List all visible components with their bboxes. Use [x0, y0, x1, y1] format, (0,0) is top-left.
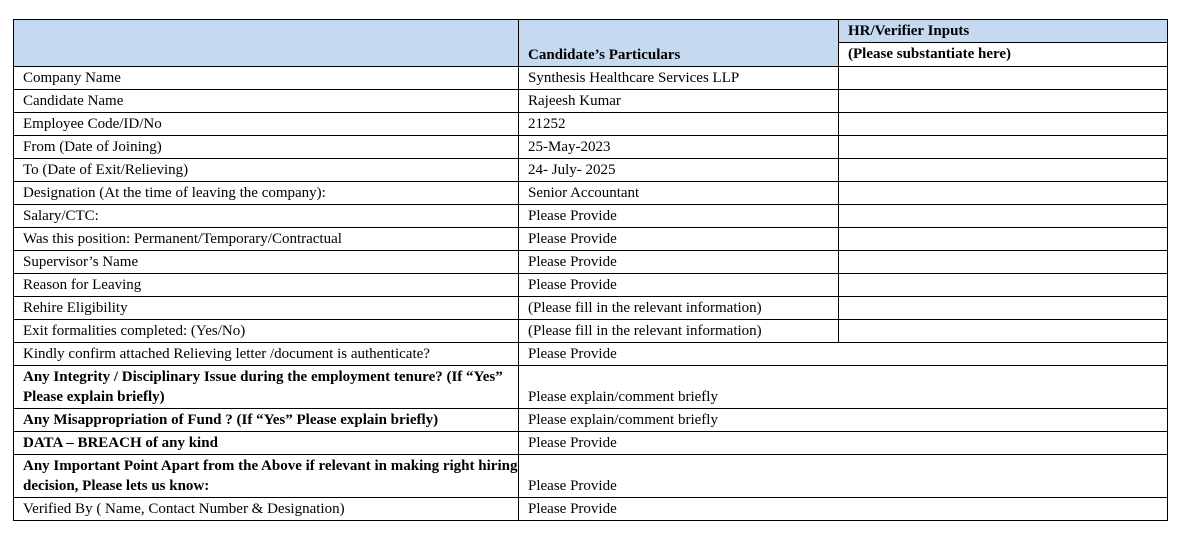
table-row: [14, 320, 1168, 343]
table-row: [14, 409, 1168, 432]
row-value: (Please fill in the relevant information): [519, 320, 839, 343]
row-value: 25-May-2023: [519, 136, 839, 159]
row-label: Designation (At the time of leaving the company):: [14, 182, 519, 205]
hr-input-cell[interactable]: [839, 90, 1168, 113]
hr-input-cell[interactable]: [839, 274, 1168, 297]
table-row: [14, 366, 1168, 409]
row-label: From (Date of Joining): [14, 136, 519, 159]
row-label: Any Important Point Apart from the Above if relevant in making right hiring decision, Please lets us know:: [14, 455, 519, 498]
row-value: (Please fill in the relevant information): [519, 297, 839, 320]
hr-verifier-subtitle: (Please substantiate here): [848, 46, 1012, 62]
table-row: [14, 205, 1168, 228]
row-label: Supervisor’s Name: [14, 251, 519, 274]
row-label: Candidate Name: [14, 90, 519, 113]
table-row: [14, 159, 1168, 182]
row-value: Synthesis Healthcare Services LLP: [519, 67, 839, 90]
hr-input-cell[interactable]: [839, 320, 1168, 343]
table-row: [14, 432, 1168, 455]
header-blank-cell: [14, 20, 519, 67]
table-row: [14, 228, 1168, 251]
row-value: Please Provide: [519, 274, 839, 297]
table-row: [14, 343, 1168, 366]
table-row: [14, 136, 1168, 159]
row-value: Please Provide: [519, 343, 1168, 366]
table-row: [14, 455, 1168, 498]
row-value: Please Provide: [519, 432, 1168, 455]
row-label: Any Integrity / Disciplinary Issue during the employment tenure? (If “Yes” Please explain briefly): [14, 366, 519, 409]
table-row: [14, 251, 1168, 274]
row-value: Senior Accountant: [519, 182, 839, 205]
row-label: Verified By ( Name, Contact Number & Designation): [14, 498, 519, 521]
hr-input-cell[interactable]: [839, 251, 1168, 274]
hr-input-cell[interactable]: [839, 297, 1168, 320]
row-label: Reason for Leaving: [14, 274, 519, 297]
hr-verifier-title: HR/Verifier Inputs: [839, 20, 1167, 43]
table-row: [14, 67, 1168, 90]
row-value: Please explain/comment briefly: [519, 409, 1168, 432]
row-label: Kindly confirm attached Relieving letter /document is authenticate?: [14, 343, 519, 366]
row-label: DATA – BREACH of any kind: [14, 432, 519, 455]
table-row: [14, 90, 1168, 113]
table-row: [14, 498, 1168, 521]
table-row: [14, 274, 1168, 297]
hr-input-cell[interactable]: [839, 205, 1168, 228]
row-label: Was this position: Permanent/Temporary/Contractual: [14, 228, 519, 251]
row-label: To (Date of Exit/Relieving): [14, 159, 519, 182]
header-hr-verifier-inputs: [839, 20, 1168, 67]
row-label: Exit formalities completed: (Yes/No): [14, 320, 519, 343]
row-label: Employee Code/ID/No: [14, 113, 519, 136]
hr-input-cell[interactable]: [839, 136, 1168, 159]
row-value: Please Provide: [519, 251, 839, 274]
table-row: [14, 113, 1168, 136]
table-row: [14, 182, 1168, 205]
hr-input-cell[interactable]: [839, 228, 1168, 251]
table-row: [14, 297, 1168, 320]
row-value: Rajeesh Kumar: [519, 90, 839, 113]
row-label: Any Misappropriation of Fund ? (If “Yes” Please explain briefly): [14, 409, 519, 432]
hr-input-cell[interactable]: [839, 113, 1168, 136]
row-label: Salary/CTC:: [14, 205, 519, 228]
row-value: 21252: [519, 113, 839, 136]
row-value: Please explain/comment briefly: [519, 366, 1168, 409]
row-value: Please Provide: [519, 498, 1168, 521]
hr-input-cell[interactable]: [839, 182, 1168, 205]
row-label: Company Name: [14, 67, 519, 90]
verification-form-table: [13, 19, 1168, 521]
hr-input-cell[interactable]: [839, 67, 1168, 90]
row-value: Please Provide: [519, 205, 839, 228]
hr-input-cell[interactable]: [839, 159, 1168, 182]
row-value: 24- July- 2025: [519, 159, 839, 182]
row-label: Rehire Eligibility: [14, 297, 519, 320]
header-row: [14, 20, 1168, 67]
row-value: Please Provide: [519, 228, 839, 251]
header-candidate-particulars: Candidate’s Particulars: [519, 20, 839, 67]
row-value: Please Provide: [519, 455, 1168, 498]
